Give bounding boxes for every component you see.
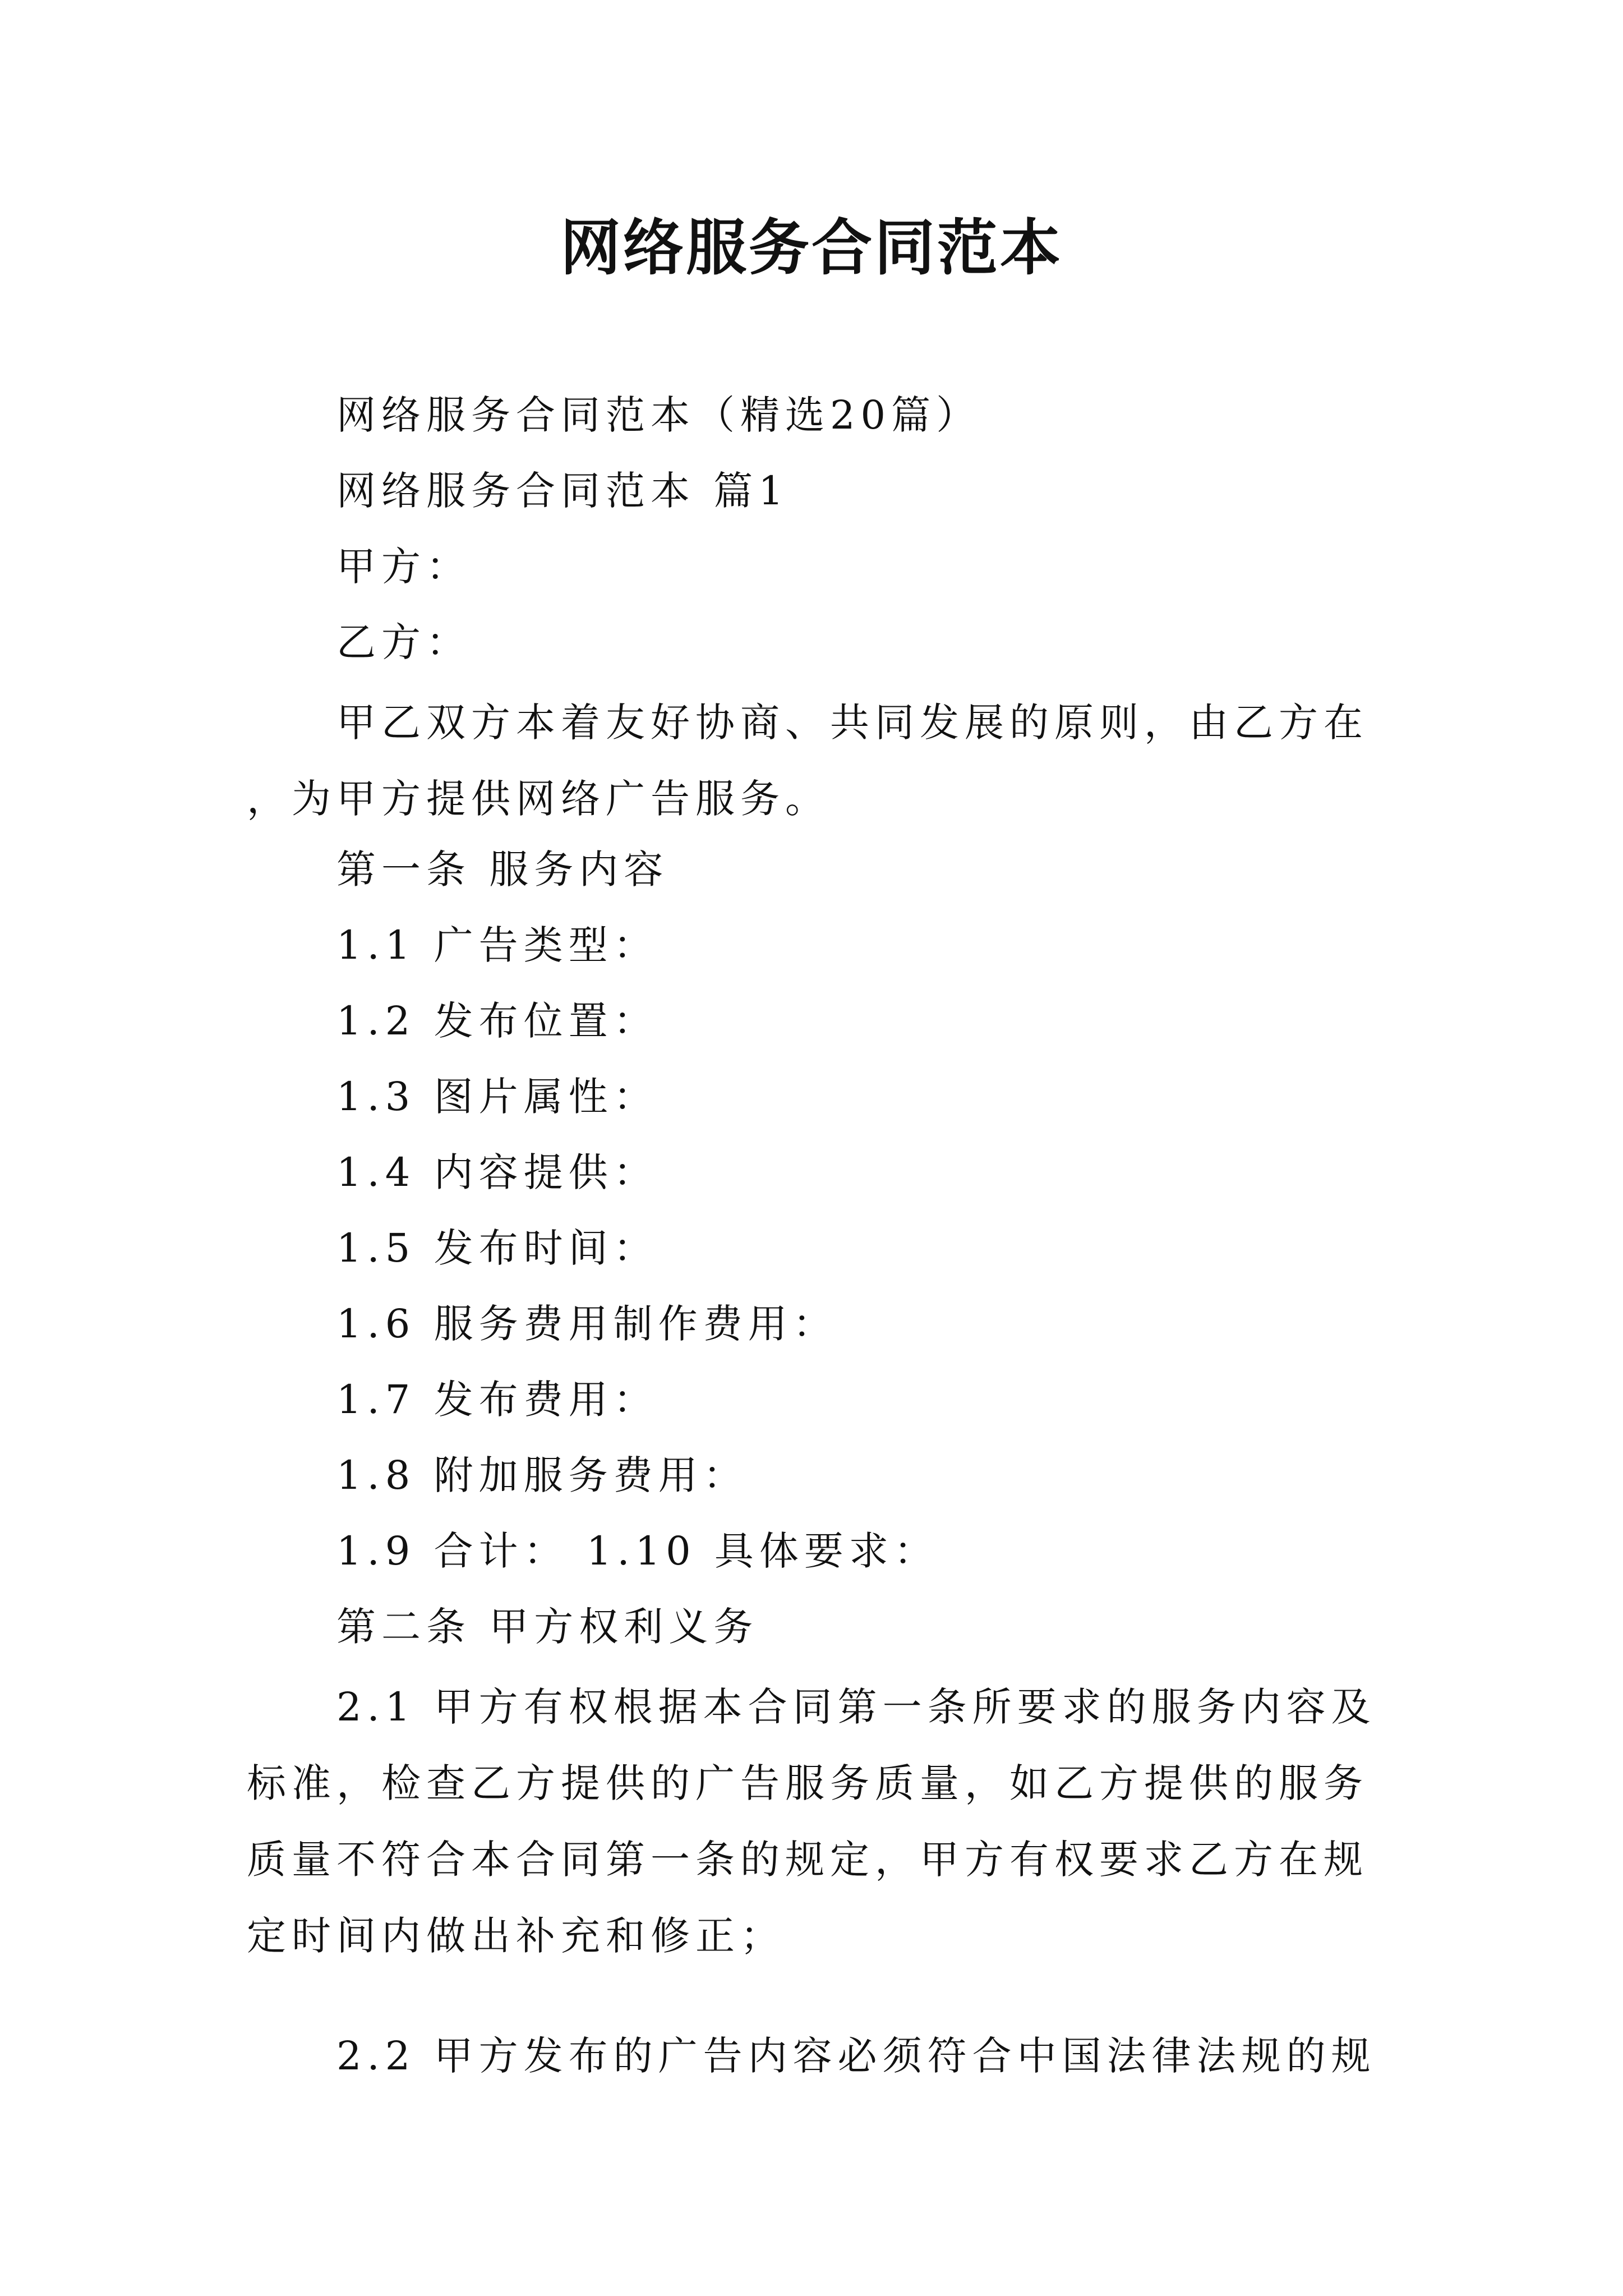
party-b-line: 乙方：	[336, 619, 471, 665]
section-heading: 网络服务合同范本 篇1	[336, 468, 789, 514]
clause-2-1: 2.1 甲方有权根据本合同第一条所要求的服务内容及标准，检查乙方提供的广告服务质量，如乙方提供的服务质量不符合本合同第一条的规定，甲方有权要求乙方在规定时间内做出补充和修正；	[247, 1684, 1376, 1959]
clause-1-5: 1.5 发布时间：	[336, 1225, 658, 1271]
article-2-heading: 第二条 甲方权利义务	[336, 1604, 759, 1650]
article-1-heading: 第一条 服务内容	[336, 846, 669, 892]
clause-1-7: 1.7 发布费用：	[336, 1377, 658, 1423]
clause-1-4: 1.4 内容提供：	[336, 1149, 658, 1195]
clause-1-8: 1.8 附加服务费用：	[336, 1452, 748, 1498]
subtitle-line: 网络服务合同范本（精选20篇）	[336, 392, 981, 438]
clause-1-6: 1.6 服务费用制作费用：	[336, 1301, 838, 1347]
clause-1-9-1-10: 1.9 合计： 1.10 具体要求：	[336, 1528, 939, 1574]
clause-1-2: 1.2 发布位置：	[336, 998, 658, 1044]
party-a-line: 甲方：	[336, 544, 471, 590]
clause-1-3: 1.3 图片属性：	[336, 1074, 658, 1120]
clause-2-2: 2.2 甲方发布的广告内容必须符合中国法律法规的规	[336, 2033, 1376, 2079]
intro-paragraph: 甲乙双方本着友好协商、共同发展的原则，由乙方在 ，为甲方提供网络广告服务。	[247, 700, 1368, 822]
clause-1-1: 1.1 广告类型：	[336, 922, 658, 968]
document-title: 网络服务合同范本	[560, 213, 1063, 283]
